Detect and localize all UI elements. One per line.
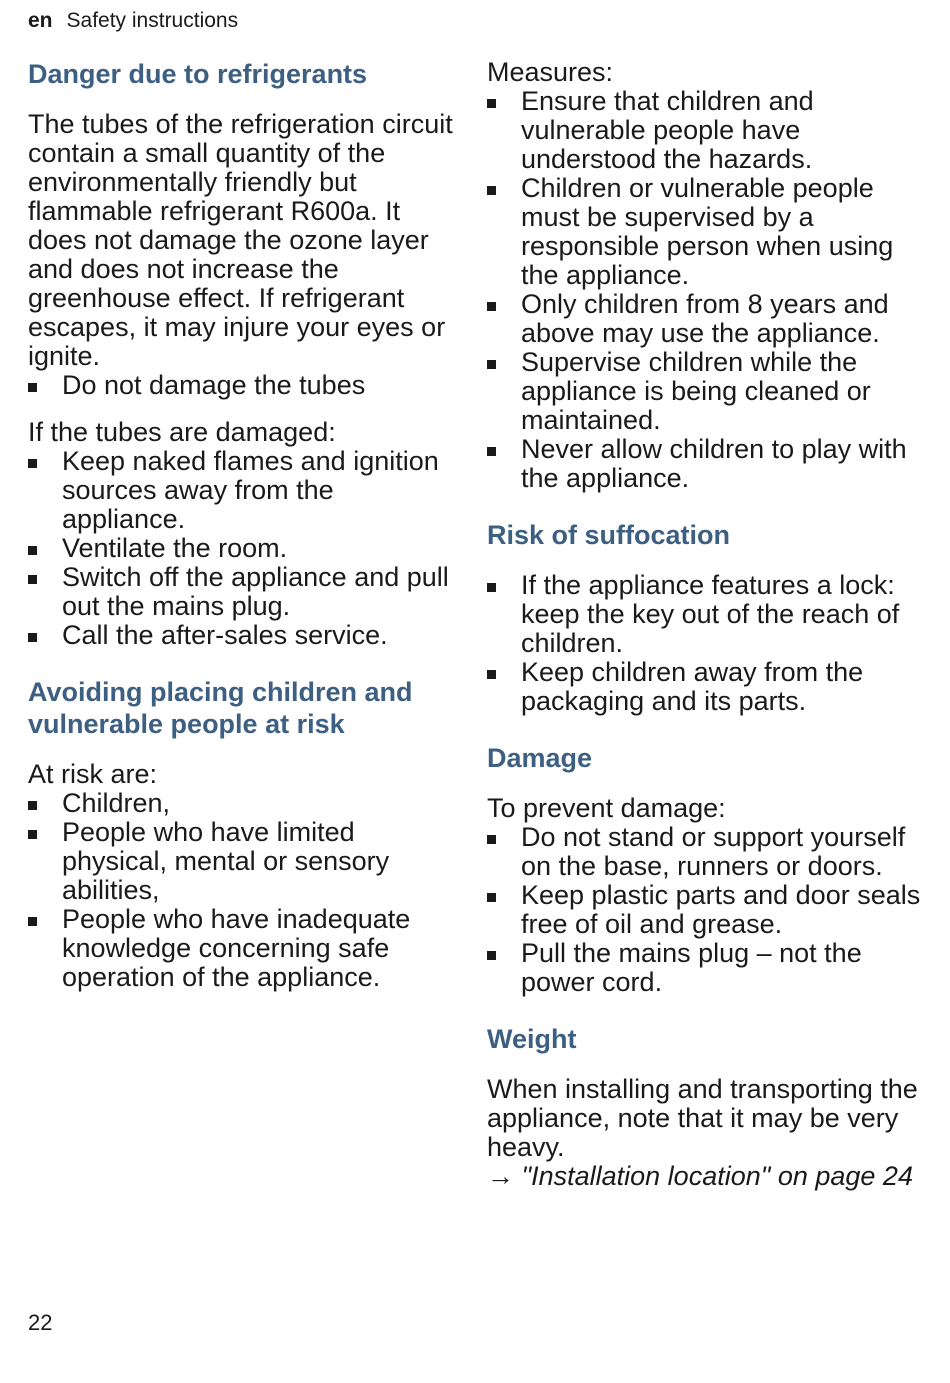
- list-item: Pull the mains plug – not the power cord.: [487, 939, 927, 997]
- list-item: People who have inadequate knowledge concerning safe operation of the appliance.: [28, 905, 458, 992]
- section-heading: Danger due to refrigerants: [28, 59, 368, 89]
- list-item: Ventilate the room.: [28, 534, 458, 563]
- square-bullet-icon: [487, 583, 496, 592]
- square-bullet-icon: [28, 830, 37, 839]
- cross-reference-link[interactable]: [487, 1162, 927, 1191]
- square-bullet-icon: [487, 951, 496, 960]
- section-heading: Damage: [487, 743, 593, 773]
- list-item: Do not damage the tubes: [28, 371, 458, 400]
- square-bullet-icon: [487, 302, 496, 311]
- section-suffocation: [487, 519, 927, 716]
- header-title: Safety instructions: [66, 9, 239, 32]
- list-item: Children or vulnerable people must be supervised by a responsible person when using the appliance.: [487, 174, 927, 290]
- list-item: Keep children away from the packaging and its parts.: [487, 658, 927, 716]
- list-item: People who have limited physical, mental or sensory abilities,: [28, 818, 458, 905]
- section-intro: To prevent damage:: [487, 793, 726, 823]
- list-item: Keep plastic parts and door seals free of oil and grease.: [487, 881, 927, 939]
- bullet-list: [487, 571, 927, 716]
- section-heading: Avoiding placing children and vulnerable people at risk: [28, 677, 413, 739]
- measures-intro: Measures:: [487, 57, 614, 87]
- bullet-list: [487, 823, 927, 997]
- bullet-list: [28, 447, 458, 650]
- list-item: Supervise children while the appliance is being cleaned or maintained.: [487, 348, 927, 435]
- square-bullet-icon: [487, 99, 496, 108]
- list-item: Only children from 8 years and above may use the appliance.: [487, 290, 927, 348]
- square-bullet-icon: [28, 575, 37, 584]
- left-column: [28, 58, 458, 1018]
- list-item: Keep naked flames and ignition sources away from the appliance.: [28, 447, 458, 534]
- square-bullet-icon: [28, 633, 37, 642]
- language-code: en: [28, 9, 53, 32]
- list-item: Never allow children to play with the appliance.: [487, 435, 927, 493]
- bullet-list: [487, 87, 927, 493]
- square-bullet-icon: [487, 893, 496, 902]
- square-bullet-icon: [487, 360, 496, 369]
- section-measures: [487, 58, 927, 493]
- square-bullet-icon: [28, 383, 37, 392]
- section-refrigerants: [28, 58, 458, 650]
- section-weight: [487, 1023, 927, 1191]
- section-subintro: If the tubes are damaged:: [28, 417, 336, 447]
- list-item: Ensure that children and vulnerable people have understood the hazards.: [487, 87, 927, 174]
- page-header: [28, 8, 238, 34]
- cross-reference-text: "Installation location" on page 24: [521, 1161, 913, 1191]
- list-item: Do not stand or support yourself on the base, runners or doors.: [487, 823, 927, 881]
- section-text: When installing and transporting the appliance, note that it may be very heavy.: [487, 1074, 918, 1162]
- list-item: Switch off the appliance and pull out the mains plug.: [28, 563, 458, 621]
- section-intro: At risk are:: [28, 759, 158, 789]
- section-heading: Weight: [487, 1024, 577, 1054]
- right-column: [487, 58, 927, 1217]
- section-damage: [487, 742, 927, 997]
- list-item: Call the after-sales service.: [28, 621, 458, 650]
- section-children: [28, 676, 458, 992]
- square-bullet-icon: [487, 447, 496, 456]
- list-item: Children,: [28, 789, 458, 818]
- arrow-right-icon: →: [487, 1161, 514, 1191]
- square-bullet-icon: [487, 186, 496, 195]
- section-heading: Risk of suffocation: [487, 520, 731, 550]
- square-bullet-icon: [28, 917, 37, 926]
- page-number: 22: [28, 1310, 53, 1335]
- section-intro: The tubes of the refrigeration circuit contain a small quantity of the environmentally friendly but flammable refrigerant R600a. It does not damage the ozone layer and does not increase the greenhouse effect. If refrigerant escapes, it may injure your eyes or ignite.: [28, 109, 453, 371]
- list-item: If the appliance features a lock: keep the key out of the reach of children.: [487, 571, 927, 658]
- square-bullet-icon: [28, 546, 37, 555]
- square-bullet-icon: [487, 670, 496, 679]
- bullet-list: [28, 371, 458, 400]
- square-bullet-icon: [487, 835, 496, 844]
- square-bullet-icon: [28, 459, 37, 468]
- bullet-list: [28, 789, 458, 992]
- square-bullet-icon: [28, 801, 37, 810]
